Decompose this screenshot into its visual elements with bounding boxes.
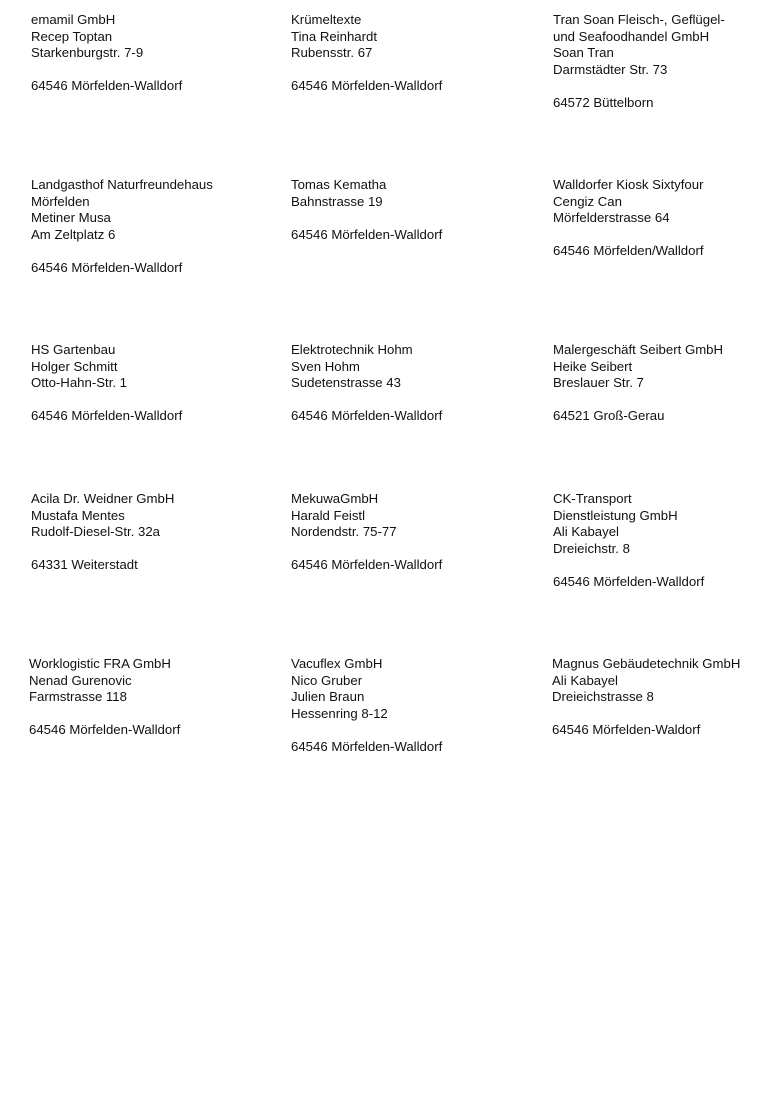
postal-line: 64546 Mörfelden-Walldorf — [291, 557, 443, 573]
postal-line: 64546 Mörfelden-Walldorf — [31, 78, 183, 94]
postal-line: 64521 Groß-Gerau — [553, 408, 665, 424]
label-line: Walldorfer Kiosk Sixtyfour — [553, 177, 704, 192]
label-line: Acila Dr. Weidner GmbH — [31, 491, 175, 506]
address-label — [291, 177, 516, 243]
label-line: Julien Braun — [291, 689, 365, 705]
label-line: Recep Toptan — [31, 28, 113, 44]
label-line: Krümeltexte — [291, 12, 362, 27]
label-line: Starkenburgstr. 7-9 — [31, 45, 144, 61]
address-label — [31, 177, 256, 277]
label-line: Malergeschäft Seibert GmbH — [553, 342, 724, 357]
label-line: Sudetenstrasse 43 — [291, 375, 401, 391]
label-line: Mustafa Mentes — [31, 507, 125, 523]
label-line: Heike Seibert — [553, 358, 633, 374]
label-line: Darmstädter Str. 73 — [553, 61, 668, 77]
label-line: Rubensstr. 67 — [291, 45, 373, 61]
postal-line: 64546 Mörfelden-Walldorf — [291, 738, 443, 754]
postal-line: 64546 Mörfelden/Walldorf — [553, 243, 704, 259]
label-line: Metiner Musa — [31, 210, 111, 226]
label-line: Dreieichstr. 8 — [553, 540, 630, 556]
address-label — [552, 656, 777, 739]
postal-line: 64572 Büttelborn — [553, 94, 654, 110]
label-line: Soan Tran — [553, 45, 614, 61]
address-label — [31, 342, 256, 425]
label-line: Sven Hohm — [291, 358, 360, 374]
address-label — [31, 12, 256, 95]
address-label — [553, 177, 778, 260]
label-line: Worklogistic FRA GmbH — [29, 656, 171, 671]
postal-line: 64546 Mörfelden-Walldorf — [291, 226, 443, 242]
label-line: Harald Feistl — [291, 507, 366, 523]
address-label — [553, 342, 778, 425]
label-line: Ali Kabayel — [553, 524, 619, 540]
label-line: Otto-Hahn-Str. 1 — [31, 375, 128, 391]
address-label — [553, 12, 778, 112]
label-line: Tina Reinhardt — [291, 28, 378, 44]
label-line: Nico Gruber — [291, 672, 363, 688]
label-line: Tomas Kematha — [291, 177, 387, 192]
label-line: und Seafoodhandel GmbH — [553, 28, 710, 44]
address-label — [291, 12, 516, 95]
label-line: Magnus Gebäudetechnik GmbH — [552, 656, 741, 671]
postal-line: 64546 Mörfelden-Walldorf — [31, 408, 183, 424]
label-line: Breslauer Str. 7 — [553, 375, 644, 391]
address-label — [291, 656, 516, 756]
postal-line: 64546 Mörfelden-Waldorf — [552, 722, 701, 738]
address-label — [29, 656, 254, 739]
postal-line: 64546 Mörfelden-Walldorf — [553, 573, 705, 589]
label-line: emamil GmbH — [31, 12, 116, 27]
label-line: Rudolf-Diesel-Str. 32a — [31, 524, 161, 540]
label-line: HS Gartenbau — [31, 342, 116, 357]
label-line: Mörfelderstrasse 64 — [553, 210, 670, 226]
postal-line: 64546 Mörfelden-Walldorf — [291, 78, 443, 94]
label-line: Dienstleistung GmbH — [553, 507, 678, 523]
label-line: Landgasthof Naturfreundehaus — [31, 177, 213, 192]
label-line: MekuwaGmbH — [291, 491, 379, 506]
label-line: Farmstrasse 118 — [29, 689, 127, 705]
postal-line: 64546 Mörfelden-Walldorf — [31, 259, 183, 275]
postal-line: 64331 Weiterstadt — [31, 557, 138, 573]
label-line: Ali Kabayel — [552, 672, 618, 688]
address-label — [291, 491, 516, 574]
label-line: Holger Schmitt — [31, 358, 118, 374]
postal-line: 64546 Mörfelden-Walldorf — [29, 722, 181, 738]
address-label — [31, 491, 256, 574]
label-line: Nordendstr. 75-77 — [291, 524, 397, 540]
label-line: Hessenring 8-12 — [291, 705, 388, 721]
label-line: Elektrotechnik Hohm — [291, 342, 413, 357]
label-line: CK-Transport — [553, 491, 632, 506]
label-line: Mörfelden — [31, 193, 90, 209]
label-line: Cengiz Can — [553, 193, 622, 209]
label-line: Dreieichstrasse 8 — [552, 689, 654, 705]
address-label — [553, 491, 778, 591]
address-label — [291, 342, 516, 425]
postal-line: 64546 Mörfelden-Walldorf — [291, 408, 443, 424]
label-line: Bahnstrasse 19 — [291, 193, 383, 209]
label-line: Am Zeltplatz 6 — [31, 226, 116, 242]
label-line: Tran Soan Fleisch-, Geflügel- — [553, 12, 725, 27]
label-line: Nenad Gurenovic — [29, 672, 132, 688]
label-line: Vacuflex GmbH — [291, 656, 383, 671]
